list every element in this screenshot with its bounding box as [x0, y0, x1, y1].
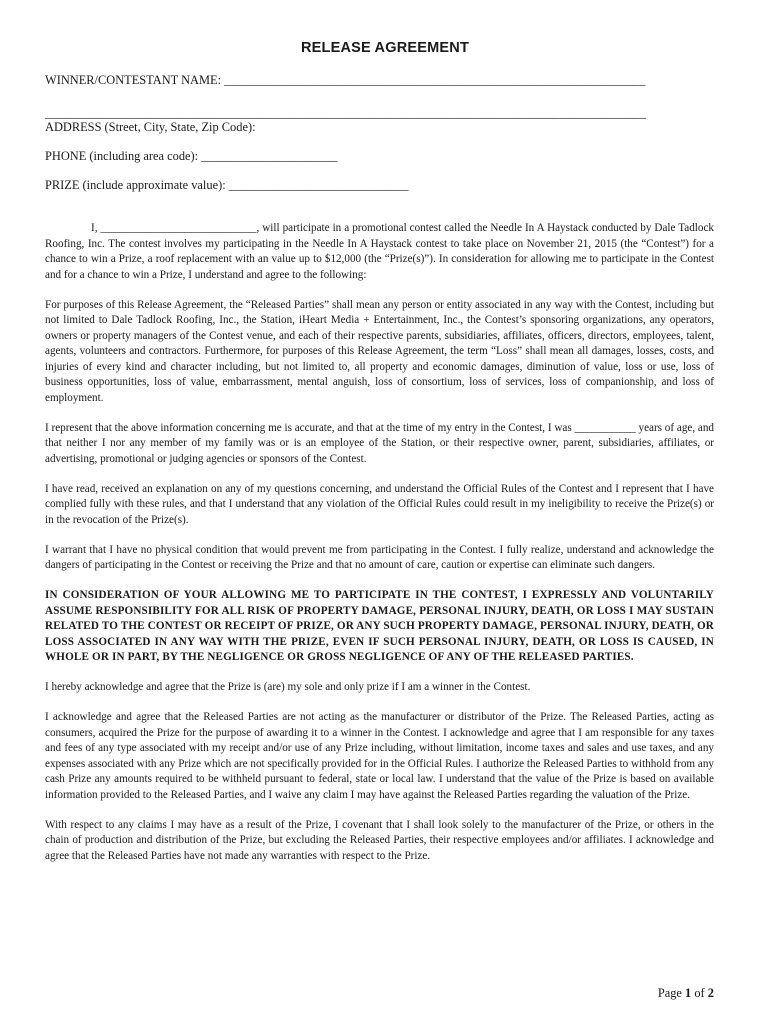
paragraph-taxes: I acknowledge and agree that the Released Parties are not acting as the manufacturer or distributor of the Prize. The Released Parties, acting as consumers, acquired the Prize for the purpose of awarding it to a winner in the Contest. I acknowledge and agree that I am responsible for any taxes and fees of any type associated with my receipt and/or use of any Prize including, without limitation, income taxes and sales and use taxes, and any expenses associated with any Prize which are not specifically provided for in the Official Rules. I authorize the Released Parties to withhold from any cash Prize any amounts required to be withheld pursuant to federal, state or local law. I understand that the value of the Prize is based on available information provided to the Released Parties, and I waive any claim I may have against the Released Parties regarding the valuation of the Prize. — [45, 711, 714, 801]
of-word: of — [694, 986, 705, 1000]
winner-name-field: WINNER/CONTESTANT NAME: ____________________________________________________________________ — [45, 73, 646, 87]
prize-field: PRIZE (include approximate value): _____________________________ — [45, 178, 409, 192]
paragraph-assumption-of-risk: IN CONSIDERATION OF YOUR ALLOWING ME TO PARTICIPATE IN THE CONTEST, I EXPRESSLY AND VOLUNTARILY ASSUME RESPONSIBILITY FOR ALL RISK OF PROPERTY DAMAGE, PERSONAL INJURY, DEATH, OR LOSS I MAY SUSTAIN RELATED TO THE CONTEST OR RECEIPT OF PRIZE, OR ANY SUCH PROPERTY DAMAGE, PERSONAL INJURY, DEATH, OR LOSS ASSOCIATED IN ANY WAY WITH THE PRIZE, EVEN IF SUCH PERSONAL INJURY, DEATH, OR LOSS IS CAUSED, IN WHOLE OR IN PART, BY THE NEGLIGENCE OR GROSS NEGLIGENCE OF ANY OF THE RELEASED PARTIES. — [45, 589, 714, 663]
paragraph-physical-condition: I warrant that I have no physical condition that would prevent me from participating in the Contest. I fully realize, understand and acknowledge the dangers of participating in the Contest or receiving the Prize and that no amount of care, caution or expertise can eliminate such dangers. — [45, 543, 714, 571]
document-title: RELEASE AGREEMENT — [300, 40, 470, 56]
paragraph-participation: I, ____________________________, will participate in a promotional contest called the Needle In A Haystack conducted by Dale Tadlock Roofing, Inc. The contest involves my participating in the Needle In A Haystack contest to take place on November 21, 2015 (the “Contest”) for a chance to win a Prize, a roof replacement with an value up to $12,000 (the “Prize(s)”). In consideration for allowing me to participate in the Contest and for a chance to win a Prize, I understand and agree to the following: — [45, 222, 714, 281]
address-blank-line: _________________________________________________________________________________________________ — [45, 106, 646, 120]
page-current: 1 — [685, 986, 692, 1000]
page-word: Page — [657, 986, 682, 1000]
paragraph-sole-prize: I hereby acknowledge and agree that the Prize is (are) my sole and only prize if I am a winner in the Contest. — [45, 681, 531, 693]
page-total: 2 — [707, 986, 714, 1000]
paragraph-claims: With respect to any claims I may have as a result of the Prize, I covenant that I shall look solely to the manufacturer of the Prize, or others in the chain of production and distribution of the Prize, but excluding the Released Parties, their respective employees and/or affiliates. I acknowledge and agree that the Released Parties have not made any warranties with respect to the Prize. — [45, 818, 714, 862]
agreement-body — [45, 221, 714, 879]
paragraph-definitions: For purposes of this Release Agreement, the “Released Parties” shall mean any person or entity associated in any way with the Contest, including but not limited to Dale Tadlock Roofing, Inc., the Station, iHeart Media + Entertainment, Inc., the Contest’s sponsoring organizations, any operators, owners or property managers of the Contest venue, and each of their respective parents, subsidiaries, affiliates, officers, directors, employees, talent, agents, volunteers and contractors. Furthermore, for purposes of this Release Agreement, the term “Loss” shall mean all damages, losses, costs, and injuries of every kind and character including, but not limited to, all property and economic damages, diminution of value, loss or use, loss of business opportunities, loss of value, embarrassment, mental anguish, loss of consortium, loss of services, loss of companionship, and loss of employment. — [45, 298, 714, 404]
paragraph-representation: I represent that the above information concerning me is accurate, and that at the time of my entry in the Contest, I was ___________ years of age, and that neither I nor any member of my family was or is an employee of the Station, or their respective owner, parent, subsidiaries, affiliates, or advertising, promotional or judging agencies or sponsors of the Contest. — [45, 421, 714, 465]
paragraph-official-rules: I have read, received an explanation on any of my questions concerning, and understand the Official Rules of the Contest and I represent that I have complied fully with these rules, and that I understand that any violation of the Official Rules could result in my ineligibility to receive the Prize(s) or in the revocation of the Prize(s). — [45, 482, 714, 526]
page-number-footer — [658, 986, 714, 1001]
address-label: ADDRESS (Street, City, State, Zip Code): — [45, 120, 256, 134]
phone-field: PHONE (including area code): ______________________ — [45, 149, 338, 163]
